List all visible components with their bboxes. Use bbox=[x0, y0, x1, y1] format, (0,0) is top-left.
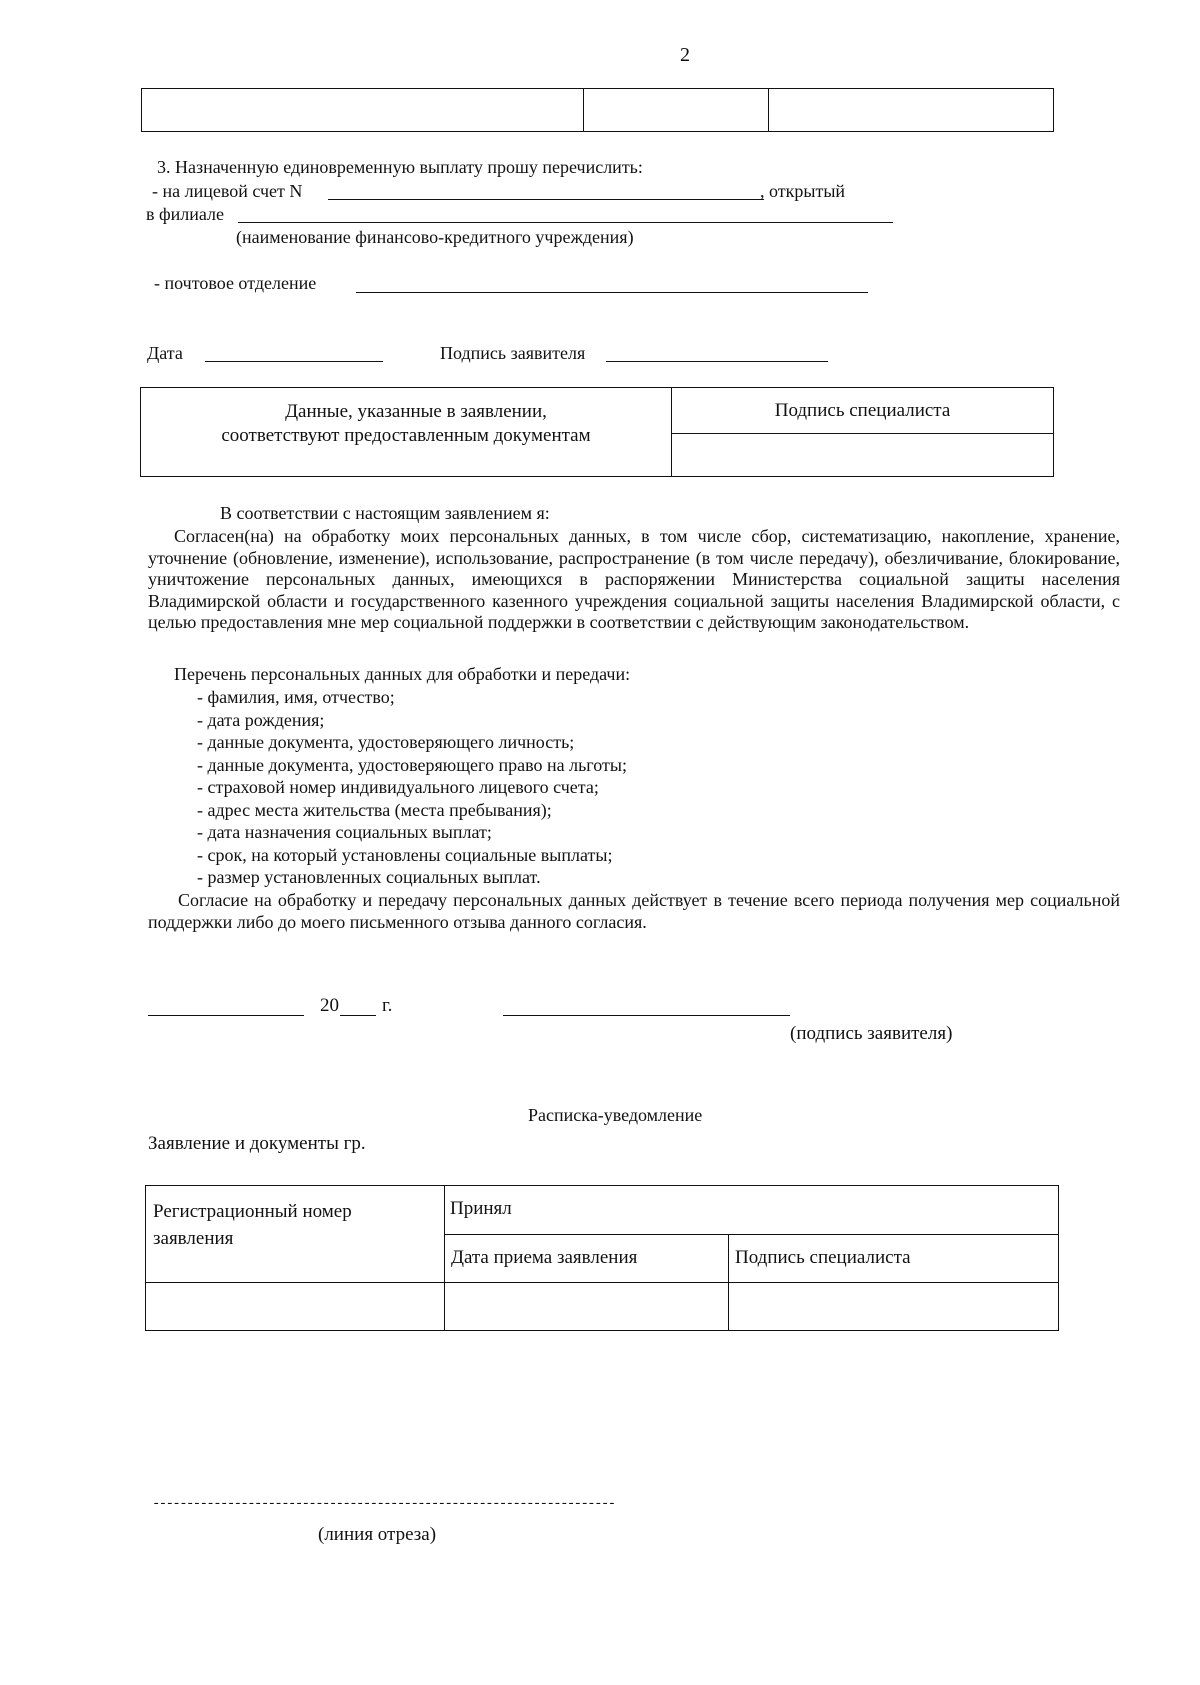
list-heading: Перечень персональных данных для обработки и передачи: bbox=[174, 664, 631, 684]
specialist-signature-header: Подпись специалиста bbox=[729, 1235, 1059, 1283]
cut-line: -------------------------------------------------------------------- bbox=[152, 1496, 615, 1512]
accepted-header: Принял bbox=[445, 1186, 1059, 1235]
list-item: - фамилия, имя, отчество; bbox=[197, 687, 395, 707]
date-received-cell[interactable] bbox=[445, 1283, 729, 1331]
signature-hint: (подпись заявителя) bbox=[790, 1023, 953, 1044]
applicant-signature-field[interactable] bbox=[606, 361, 828, 362]
specialist-signature-cell[interactable] bbox=[672, 434, 1054, 477]
reg-number-header bbox=[146, 1186, 445, 1283]
top-table-cell[interactable] bbox=[769, 89, 1054, 132]
reg-number-cell[interactable] bbox=[146, 1283, 445, 1331]
branch-hint: (наименование финансово-кредитного учреждения) bbox=[236, 227, 634, 247]
list-item: - дата рождения; bbox=[197, 709, 325, 730]
verification-statement-cell bbox=[141, 388, 672, 477]
post-office-label: - почтовое отделение bbox=[154, 273, 317, 293]
payment-heading: 3. Назначенную единовременную выплату прошу перечислить: bbox=[157, 157, 643, 177]
branch-field[interactable] bbox=[238, 222, 893, 223]
page-number: 2 bbox=[680, 44, 690, 66]
list-item: - дата назначения социальных выплат; bbox=[197, 822, 492, 842]
applicant-signature-label: Подпись заявителя bbox=[440, 343, 586, 363]
top-table-cell[interactable] bbox=[584, 89, 769, 132]
specialist-signature-header: Подпись специалиста bbox=[672, 388, 1054, 434]
list-item: - адрес места жительства (места пребывания); bbox=[197, 799, 552, 820]
day-month-field[interactable] bbox=[148, 1015, 304, 1016]
reg-number-label: Регистрационный номер заявления bbox=[153, 1201, 352, 1249]
year-suffix: г. bbox=[382, 995, 393, 1016]
year-prefix: 20 bbox=[320, 995, 339, 1016]
verification-line-2: соответствуют предоставленным документам bbox=[221, 425, 591, 446]
personal-data-list bbox=[197, 686, 627, 889]
year-field[interactable] bbox=[340, 1015, 376, 1016]
list-item: - данные документа, удостоверяющего личность; bbox=[197, 732, 575, 752]
date-label: Дата bbox=[147, 343, 183, 363]
cut-line-label: (линия отреза) bbox=[318, 1524, 437, 1545]
branch-label: в филиале bbox=[146, 204, 225, 224]
receipt-table bbox=[145, 1185, 1059, 1331]
top-table-cell[interactable] bbox=[142, 89, 584, 132]
list-item: - размер установленных социальных выплат. bbox=[197, 867, 541, 887]
post-office-field[interactable] bbox=[356, 292, 868, 293]
consent-validity-text: Согласие на обработку и передачу персональных данных действует в течение всего периода получения мер социальной поддержки либо до моего письменного отзыва данного согласия. bbox=[148, 890, 1120, 932]
list-item: - страховой номер индивидуального лицевого счета; bbox=[197, 777, 599, 797]
verification-table bbox=[140, 387, 1054, 477]
specialist-signature-cell[interactable] bbox=[729, 1283, 1059, 1331]
account-label: - на лицевой счет N bbox=[152, 181, 303, 201]
date-received-header: Дата приема заявления bbox=[445, 1235, 729, 1283]
opened-label: , открытый bbox=[760, 181, 846, 201]
list-item: - срок, на который установлены социальные выплаты; bbox=[197, 844, 613, 865]
documents-label: Заявление и документы гр. bbox=[148, 1133, 366, 1154]
top-table bbox=[141, 88, 1054, 132]
consent-intro: В соответствии с настоящим заявлением я: bbox=[220, 503, 550, 523]
verification-line-1: Данные, указанные в заявлении, bbox=[285, 401, 547, 422]
receipt-title: Расписка-уведомление bbox=[528, 1105, 703, 1125]
account-number-field[interactable] bbox=[328, 199, 764, 200]
list-item: - данные документа, удостоверяющего право на льготы; bbox=[197, 754, 627, 775]
applicant-signature-line[interactable] bbox=[503, 1015, 790, 1016]
date-field[interactable] bbox=[205, 361, 383, 362]
consent-main-text: Согласен(на) на обработку моих персональных данных, в том числе сбор, систематизацию, накопление, хранение, уточнение (обновление, изменение), использование, распространение (в том числе передачу), обезличивание, блокирование, уничтожение персональных данных, имеющихся в распоряжении Министерства социальной защиты населения Владимирской области и государственного казенного учреждения социальной защиты населения Владимирской области, с целью предоставления мне мер социальной поддержки в соответствии с действующим законодательством. bbox=[148, 526, 1120, 632]
